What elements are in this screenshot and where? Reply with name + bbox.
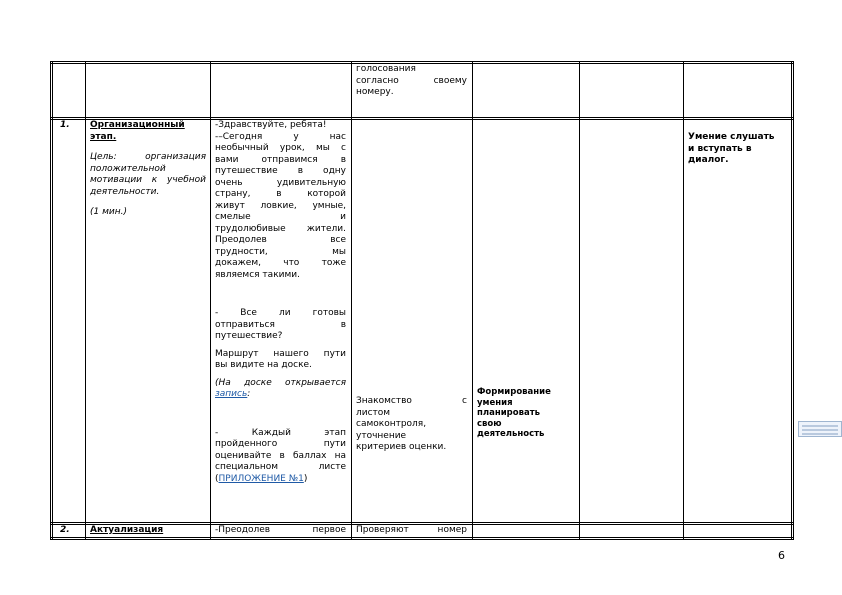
teacher-activity: -Преодолев первое <box>215 525 346 535</box>
board-note-link[interactable]: запись <box>215 389 248 399</box>
student-activity: Знакомство с листом самоконтроля, уточнение критериев оценки. <box>356 396 467 452</box>
document-thumbnail[interactable] <box>798 421 842 437</box>
column-divider <box>472 61 473 539</box>
column-divider <box>683 61 684 539</box>
table-bottom-border-inner <box>50 539 794 540</box>
stage-title: Актуализация <box>90 525 164 535</box>
column-divider <box>579 61 580 539</box>
uud-communicative: Умение слушать и вступать в диалог. <box>688 132 775 165</box>
stage-cell <box>90 120 206 219</box>
page-number: 6 <box>778 549 785 562</box>
table-right-border-inner <box>793 61 794 539</box>
table-left-border <box>50 61 51 539</box>
teacher-score-instruction: - Каждый этап пройденного пути оценивайте в баллах на специальном листе (ПРИЛОЖЕНИЕ №1) <box>215 427 346 484</box>
teacher-question: - Все ли готовы отправиться в путешествие? <box>215 308 346 341</box>
stage-title: Организационный <box>90 120 185 130</box>
stage-title: этап. <box>90 131 117 142</box>
voting-note: голосования согласно своему номеру. <box>356 64 467 97</box>
row-number: 2. <box>60 525 70 535</box>
column-divider <box>210 61 211 539</box>
stage-duration: (1 мин.) <box>90 207 127 217</box>
teacher-greeting: -Здравствуйте, ребята! -–Сегодня у нас необычный урок, мы с вами отправимся в путешествие в одну очень удивительную страну, в которой живут ловкие, умные, смелые и трудолюбивые жители. Преодолев все трудности, мы докажем, что тоже являемся такими. <box>215 120 346 280</box>
teacher-activity-cell <box>215 120 346 485</box>
teacher-route: Маршрут нашего пути вы видите на доске. <box>215 348 346 370</box>
row-number: 1. <box>60 120 70 130</box>
table-left-border-inner <box>52 61 53 539</box>
appendix-link[interactable]: ПРИЛОЖЕНИЕ №1 <box>218 473 304 484</box>
lesson-plan-table <box>50 61 794 539</box>
column-divider <box>351 61 352 539</box>
student-activity: Проверяют номер <box>356 525 467 535</box>
board-note: (На доске открывается запись: <box>215 377 346 399</box>
table-right-border <box>791 61 792 539</box>
uud-regulative: Формирование умения планировать свою деятельность <box>477 387 551 439</box>
stage-goal: Цель: организация положительной мотивации к учебной деятельности. <box>90 152 206 197</box>
column-divider <box>85 61 86 539</box>
